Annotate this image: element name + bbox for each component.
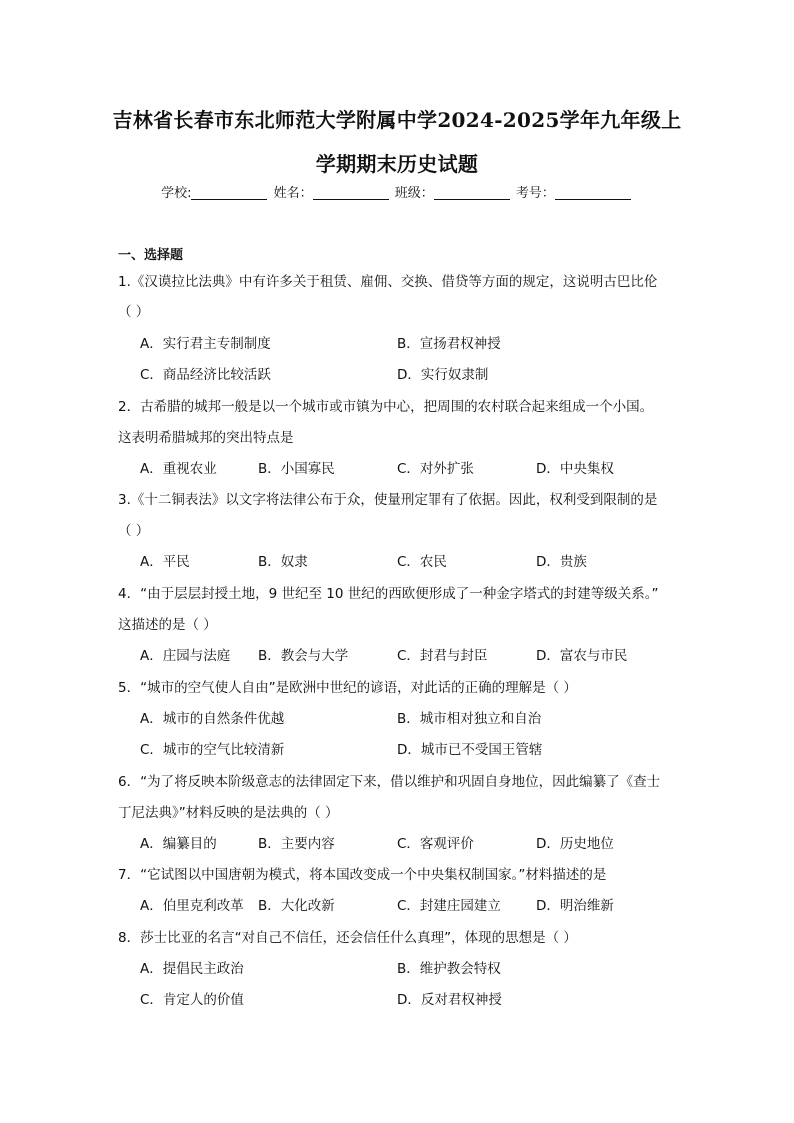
q4-option-d: D．富农与市民 — [536, 648, 628, 664]
q8-stem-line1: 8．莎士比亚的名言“对自己不信任，还会信任什么真理”，体现的思想是（ ） — [118, 930, 577, 946]
q4-stem-line2: 这描述的是（ ） — [118, 617, 217, 633]
q4-stem-line1: 4．“由于层层封授土地，9 世纪至 10 世纪的西欧便形成了一种金字塔式的封建等级关系。” — [118, 586, 659, 602]
q7-option-b: B．大化改新 — [258, 898, 335, 914]
q8-option-d: D．反对君权神授 — [397, 992, 502, 1008]
q1-option-d: D．实行奴隶制 — [397, 367, 489, 383]
school-label: 学校: — [161, 186, 192, 201]
exam-title-line2: 学期期末历史试题 — [315, 152, 479, 176]
q5-stem-line1: 5．“城市的空气使人自由”是欧洲中世纪的谚语，对此话的正确的理解是（ ） — [118, 680, 577, 696]
q7-option-d: D．明治维新 — [536, 898, 614, 914]
q4-option-b: B．教会与大学 — [258, 648, 349, 664]
q6-option-c: C．客观评价 — [397, 836, 474, 852]
exam-number-blank — [555, 185, 631, 200]
class-blank — [434, 185, 510, 200]
q1-option-a: A．实行君主专制制度 — [140, 336, 271, 352]
q6-stem-line1: 6．“为了将反映本阶级意志的法律固定下来，借以维护和巩固自身地位，因此编纂了《查士 — [118, 774, 661, 790]
q2-stem-line1: 2．古希腊的城邦一般是以一个城市或市镇为中心，把周围的农村联合起来组成一个小国。 — [118, 399, 654, 415]
q3-option-a: A．平民 — [140, 554, 190, 570]
q6-stem-line2: 丁尼法典》”材料反映的是法典的（ ） — [118, 805, 339, 821]
exam-number-label: 考号： — [515, 186, 555, 201]
q2-option-b: B．小国寡民 — [258, 461, 335, 477]
q2-option-d: D．中央集权 — [536, 461, 614, 477]
q8-option-c: C．肯定人的价值 — [140, 992, 244, 1008]
q6-option-b: B．主要内容 — [258, 836, 335, 852]
q1-option-b: B．宣扬君权神授 — [397, 336, 501, 352]
q2-option-a: A．重视农业 — [140, 461, 217, 477]
q7-option-a: A．伯里克利改革 — [140, 898, 244, 914]
q6-option-d: D．历史地位 — [536, 836, 614, 852]
section-heading: 一、选择题 — [118, 248, 184, 263]
q3-stem-line1: 3.《十二铜表法》以文字将法律公布于众，使量刑定罪有了依据。因此，权利受到限制的是 — [118, 492, 658, 508]
q4-option-c: C．封君与封臣 — [397, 648, 488, 664]
q3-stem-line2: （ ） — [118, 523, 150, 539]
q3-option-c: C．农民 — [397, 554, 447, 570]
name-blank — [313, 185, 389, 200]
class-label: 班级： — [394, 186, 434, 201]
q1-stem-line2: （ ） — [118, 304, 150, 320]
q5-option-b: B．城市相对独立和自治 — [397, 711, 542, 727]
q3-option-b: B．奴隶 — [258, 554, 308, 570]
q3-option-d: D．贵族 — [536, 554, 587, 570]
q5-option-c: C．城市的空气比较清新 — [140, 742, 285, 758]
q7-stem-line1: 7．“它试图以中国唐朝为模式，将本国改变成一个中央集权制国家。”材料描述的是 — [118, 867, 607, 883]
q2-option-c: C．对外扩张 — [397, 461, 474, 477]
name-label: 姓名： — [273, 186, 313, 201]
q2-stem-line2: 这表明希腊城邦的突出特点是 — [118, 430, 294, 446]
q5-option-a: A．城市的自然条件优越 — [140, 711, 285, 727]
school-blank — [191, 185, 267, 200]
q1-option-c: C．商品经济比较活跃 — [140, 367, 271, 383]
exam-title-line1: 吉林省长春市东北师范大学附属中学2024-2025学年九年级上 — [112, 108, 682, 132]
q4-option-a: A．庄园与法庭 — [140, 648, 231, 664]
student-info-row — [0, 182, 794, 201]
q1-stem-line1: 1.《汉谟拉比法典》中有许多关于租赁、雇佣、交换、借贷等方面的规定，这说明古巴比伦 — [118, 274, 658, 290]
q8-option-b: B．维护教会特权 — [397, 961, 501, 977]
q7-option-c: C．封建庄园建立 — [397, 898, 501, 914]
q8-option-a: A．提倡民主政治 — [140, 961, 244, 977]
q6-option-a: A．编纂目的 — [140, 836, 217, 852]
q5-option-d: D．城市已不受国王管辖 — [397, 742, 543, 758]
